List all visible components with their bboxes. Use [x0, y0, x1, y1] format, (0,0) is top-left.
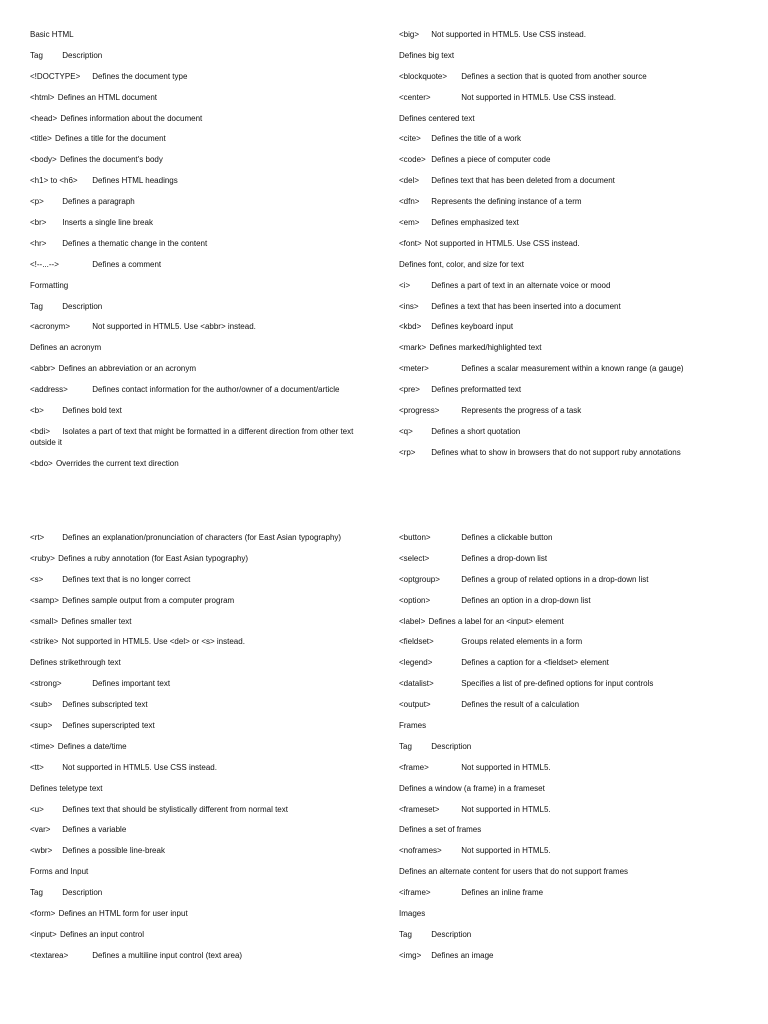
tag-entry	[30, 950, 390, 961]
tag-entry	[30, 553, 390, 564]
tag-description: Not supported in HTML5. Use CSS instead.	[461, 92, 616, 102]
tag-entry	[399, 29, 759, 40]
tag-description: Inserts a single line break	[62, 218, 153, 228]
tag-description: Description	[62, 50, 103, 60]
tag-description: Defines preformatted text	[431, 385, 522, 395]
tag-entry	[399, 699, 759, 710]
tag-entry	[399, 762, 759, 773]
tag-entry	[399, 553, 759, 564]
tag-entry	[30, 301, 390, 312]
tag-description: Defines a title for the document	[55, 134, 166, 144]
tag-description: Defines a date/time	[57, 741, 127, 751]
tag-description: Defines text that has been deleted from a document	[431, 176, 615, 186]
tag-entry	[30, 762, 390, 773]
quadrant-top-left	[30, 29, 390, 479]
tag-name: <ruby>	[30, 553, 55, 563]
tag-name: <i>	[399, 280, 411, 290]
tag-name: <progress>	[399, 406, 440, 416]
section-text-line: Defines strikethrough text	[30, 658, 121, 668]
tag-name: <del>	[399, 176, 420, 186]
tag-entry	[399, 301, 759, 312]
tag-description: Not supported in HTML5.	[461, 804, 551, 814]
tag-description: Defines an HTML document	[57, 92, 158, 102]
tag-name: <time>	[30, 741, 55, 751]
tag-name: <html>	[30, 92, 55, 102]
tag-description: Not supported in HTML5. Use <abbr> instead.	[92, 322, 256, 332]
tag-name: Tag	[399, 741, 412, 751]
tag-entry	[30, 678, 390, 689]
tag-name: <frame>	[399, 762, 429, 772]
tag-description: Description	[62, 301, 103, 311]
tag-entry	[30, 363, 390, 374]
tag-description: Not supported in HTML5.	[461, 762, 551, 772]
tag-description: Defines HTML headings	[92, 176, 178, 186]
tag-name: <b>	[30, 406, 44, 416]
tag-name: <font>	[399, 238, 422, 248]
tag-description: Defines an option in a drop-down list	[461, 595, 591, 605]
section-text-line: Basic HTML	[30, 30, 74, 39]
tag-entry	[30, 92, 390, 103]
tag-name: <blockquote>	[399, 71, 448, 81]
tag-entry	[30, 384, 390, 395]
tag-name: <datalist>	[399, 679, 434, 689]
tag-entry	[30, 595, 390, 606]
tag-name: <kbd>	[399, 322, 422, 332]
tag-description: Defines a label for an <input> element	[428, 616, 564, 626]
tag-name: <!--...-->	[30, 259, 59, 269]
tag-entry	[399, 196, 759, 207]
tag-description: Defines a part of text in an alternate voice or mood	[431, 280, 611, 290]
tag-description: Defines a section that is quoted from another source	[461, 71, 647, 81]
tag-name: <noframes>	[399, 846, 442, 856]
section-text-line: Defines centered text	[399, 113, 475, 123]
tag-entry	[399, 426, 759, 437]
tag-description: Defines contact information for the author/owner of a document/article	[92, 385, 340, 395]
tag-description: Defines a group of related options in a drop-down list	[461, 574, 649, 584]
section-text-line: Defines an acronym	[30, 343, 102, 353]
tag-name: <h1> to <h6>	[30, 176, 78, 186]
section-text-line: Formatting	[30, 280, 69, 290]
tag-description: Not supported in HTML5. Use CSS instead.	[431, 30, 586, 39]
tag-name: <output>	[399, 700, 431, 710]
tag-name: <acronym>	[30, 322, 71, 332]
tag-entry	[30, 824, 390, 835]
tag-description: Defines a drop-down list	[461, 553, 548, 563]
tag-description: Defines an input control	[59, 929, 144, 939]
tag-entry	[30, 154, 390, 165]
tag-entry	[30, 887, 390, 898]
tag-name: <rt>	[30, 533, 45, 542]
tag-description: Defines smaller text	[61, 616, 132, 626]
tag-description: Defines important text	[92, 679, 171, 689]
tag-name: <bdo>	[30, 458, 53, 468]
tag-entry	[30, 259, 390, 270]
tag-name: <ins>	[399, 301, 419, 311]
tag-entry	[399, 741, 759, 752]
tag-description: Defines a scalar measurement within a known range (a gauge)	[461, 364, 684, 374]
tag-entry	[399, 532, 759, 543]
tag-description: Not supported in HTML5.	[461, 846, 551, 856]
tag-entry	[399, 342, 759, 353]
tag-name: <meter>	[399, 364, 429, 374]
tag-name: <abbr>	[30, 364, 56, 374]
tag-entry	[399, 636, 759, 647]
tag-description: Defines a short quotation	[431, 426, 521, 436]
tag-description: Defines text that should be stylistically different from normal text	[62, 804, 288, 814]
tag-description: Defines an inline frame	[461, 888, 544, 898]
tag-name: <small>	[30, 616, 59, 626]
tag-description: Defines an image	[431, 950, 494, 960]
tag-entry	[399, 887, 759, 898]
tag-name: <select>	[399, 553, 430, 563]
tag-name: <cite>	[399, 134, 421, 144]
tag-name: <form>	[30, 909, 56, 919]
tag-description: Defines the result of a calculation	[461, 700, 580, 710]
quadrant-bottom-left	[30, 532, 390, 971]
tag-name: <label>	[399, 616, 426, 626]
tag-description: Defines a comment	[92, 259, 162, 269]
section-text-line: Defines a set of frames	[399, 825, 482, 835]
tag-name: <button>	[399, 533, 431, 542]
tag-description: Defines a caption for a <fieldset> element	[461, 658, 609, 668]
tag-name: <samp>	[30, 595, 59, 605]
tag-description: Defines information about the document	[60, 113, 203, 123]
section-text-line: Defines font, color, and size for text	[399, 259, 524, 269]
tag-entry	[30, 574, 390, 585]
tag-name: <q>	[399, 426, 413, 436]
tag-description: Not supported in HTML5. Use CSS instead.	[424, 238, 580, 248]
tag-entry	[30, 405, 390, 416]
tag-entry	[30, 71, 390, 82]
tag-description: Defines a text that has been inserted into a document	[431, 301, 621, 311]
tag-name: <!DOCTYPE>	[30, 71, 81, 81]
tag-entry	[30, 196, 390, 207]
tag-entry	[30, 804, 390, 815]
tag-name: <p>	[30, 197, 44, 207]
tag-entry	[399, 321, 759, 332]
tag-entry	[30, 217, 390, 228]
tag-description: Defines keyboard input	[431, 322, 514, 332]
tag-entry	[30, 238, 390, 249]
tag-description: Defines sample output from a computer program	[62, 595, 235, 605]
tag-entry	[399, 175, 759, 186]
tag-description: Isolates a part of text that might be formatted in a different direction from other text outside it	[30, 426, 354, 447]
tag-entry	[399, 71, 759, 82]
tag-name: <strike>	[30, 637, 59, 647]
tag-name: <title>	[30, 134, 52, 144]
tag-description: Defines bold text	[62, 406, 122, 416]
tag-description: Defines subscripted text	[62, 700, 148, 710]
tag-entry	[30, 908, 390, 919]
tag-name: Tag	[399, 929, 412, 939]
tag-description: Specifies a list of pre-defined options for input controls	[461, 679, 654, 689]
tag-name: <body>	[30, 155, 57, 165]
tag-entry	[399, 405, 759, 416]
tag-name: <frameset>	[399, 804, 440, 814]
tag-description: Defines emphasized text	[431, 218, 519, 228]
tag-description: Represents the progress of a task	[461, 406, 582, 416]
tag-name: Tag	[30, 50, 43, 60]
quadrant-bottom-right	[399, 532, 759, 971]
tag-name: <dfn>	[399, 197, 420, 207]
tag-name: <head>	[30, 113, 58, 123]
tag-name: <var>	[30, 825, 51, 835]
tag-entry	[30, 720, 390, 731]
section-text-line: Images	[399, 909, 426, 919]
tag-entry	[30, 458, 390, 469]
tag-name: <option>	[399, 595, 431, 605]
tag-entry	[399, 616, 759, 627]
tag-description: Defines superscripted text	[62, 721, 155, 731]
tag-name: <br>	[30, 218, 47, 228]
section-text-line: Defines teletype text	[30, 783, 103, 793]
tag-description: Defines the title of a work	[431, 134, 522, 144]
tag-entry	[399, 950, 759, 961]
tag-entry	[399, 92, 759, 103]
tag-name: <address>	[30, 385, 68, 395]
tag-name: <strong>	[30, 679, 62, 689]
tag-name: <u>	[30, 804, 44, 814]
tag-entry	[399, 280, 759, 291]
tag-entry	[399, 929, 759, 940]
tag-description: Defines a piece of computer code	[431, 155, 551, 165]
tag-name: <s>	[30, 574, 44, 584]
tag-entry	[30, 929, 390, 940]
tag-entry	[399, 133, 759, 144]
tag-name: <optgroup>	[399, 574, 440, 584]
tag-description: Defines marked/highlighted text	[429, 343, 542, 353]
tag-name: <sup>	[30, 721, 53, 731]
tag-name: Tag	[30, 301, 43, 311]
tag-entry	[399, 657, 759, 668]
tag-description: Description	[431, 741, 472, 751]
tag-description: Overrides the current text direction	[55, 458, 179, 468]
quadrant-top-right	[399, 29, 759, 468]
tag-description: Defines a paragraph	[62, 197, 135, 207]
tag-name: <hr>	[30, 238, 47, 248]
tag-entry	[399, 804, 759, 815]
tag-description: Not supported in HTML5. Use CSS instead.	[62, 762, 217, 772]
tag-entry	[30, 699, 390, 710]
section-text-line: Frames	[399, 721, 427, 731]
tag-description: Defines text that is no longer correct	[62, 574, 191, 584]
tag-entry	[30, 741, 390, 752]
tag-description: Represents the defining instance of a term	[431, 197, 582, 207]
tag-name: Tag	[30, 888, 43, 898]
tag-entry	[399, 574, 759, 585]
tag-name: <fieldset>	[399, 637, 434, 647]
tag-name: <legend>	[399, 658, 433, 668]
tag-entry	[399, 217, 759, 228]
tag-name: <code>	[399, 155, 426, 165]
tag-name: <center>	[399, 92, 431, 102]
section-text-line: Defines big text	[399, 50, 455, 60]
tag-description: Defines an HTML form for user input	[58, 909, 188, 919]
tag-name: <iframe>	[399, 888, 431, 898]
tag-entry	[30, 845, 390, 856]
section-text-line: Forms and Input	[30, 867, 89, 877]
tag-name: <pre>	[399, 385, 420, 395]
tag-entry	[30, 175, 390, 186]
tag-name: <textarea>	[30, 950, 69, 960]
tag-description: Description	[62, 888, 103, 898]
tag-name: <tt>	[30, 762, 44, 772]
tag-description: Defines an explanation/pronunciation of characters (for East Asian typography)	[62, 533, 342, 542]
tag-name: <em>	[399, 218, 420, 228]
tag-description: Defines a clickable button	[461, 533, 553, 542]
tag-description: Defines a possible line-break	[62, 846, 165, 856]
tag-description: Groups related elements in a form	[461, 637, 583, 647]
tag-description: Not supported in HTML5. Use <del> or <s> instead.	[61, 637, 245, 647]
tag-description: Defines a variable	[62, 825, 127, 835]
tag-name: <sub>	[30, 700, 53, 710]
tag-description: Defines the document's body	[59, 155, 163, 165]
tag-entry	[399, 238, 759, 249]
tag-entry	[399, 447, 759, 458]
tag-name: <big>	[399, 30, 420, 39]
tag-name: <rp>	[399, 447, 416, 457]
tag-name: <img>	[399, 950, 422, 960]
tag-entry	[30, 321, 390, 332]
tag-name: <bdi>	[30, 426, 51, 436]
tag-description: Defines a ruby annotation (for East Asian typography)	[58, 553, 249, 563]
tag-entry	[399, 678, 759, 689]
tag-description: Defines a thematic change in the content	[62, 238, 208, 248]
section-text-line: Defines a window (a frame) in a frameset	[399, 783, 545, 793]
tag-entry	[399, 845, 759, 856]
tag-name: <input>	[30, 929, 57, 939]
tag-entry	[30, 636, 390, 647]
tag-description: Defines what to show in browsers that do not support ruby annotations	[431, 447, 681, 457]
tag-entry	[399, 154, 759, 165]
tag-entry	[30, 532, 390, 543]
tag-entry	[30, 113, 390, 124]
tag-entry	[399, 595, 759, 606]
tag-description: Defines the document type	[92, 71, 188, 81]
tag-description: Defines a multiline input control (text area)	[92, 950, 243, 960]
tag-entry	[399, 363, 759, 374]
tag-entry	[30, 50, 390, 61]
tag-description: Defines an abbreviation or an acronym	[58, 364, 197, 374]
section-text-line: Defines an alternate content for users that do not support frames	[399, 867, 629, 877]
tag-entry	[30, 426, 360, 448]
tag-entry	[30, 133, 390, 144]
tag-entry	[399, 384, 759, 395]
tag-description: Description	[431, 929, 472, 939]
tag-name: <mark>	[399, 343, 427, 353]
tag-name: <wbr>	[30, 846, 53, 856]
tag-entry	[30, 616, 390, 627]
